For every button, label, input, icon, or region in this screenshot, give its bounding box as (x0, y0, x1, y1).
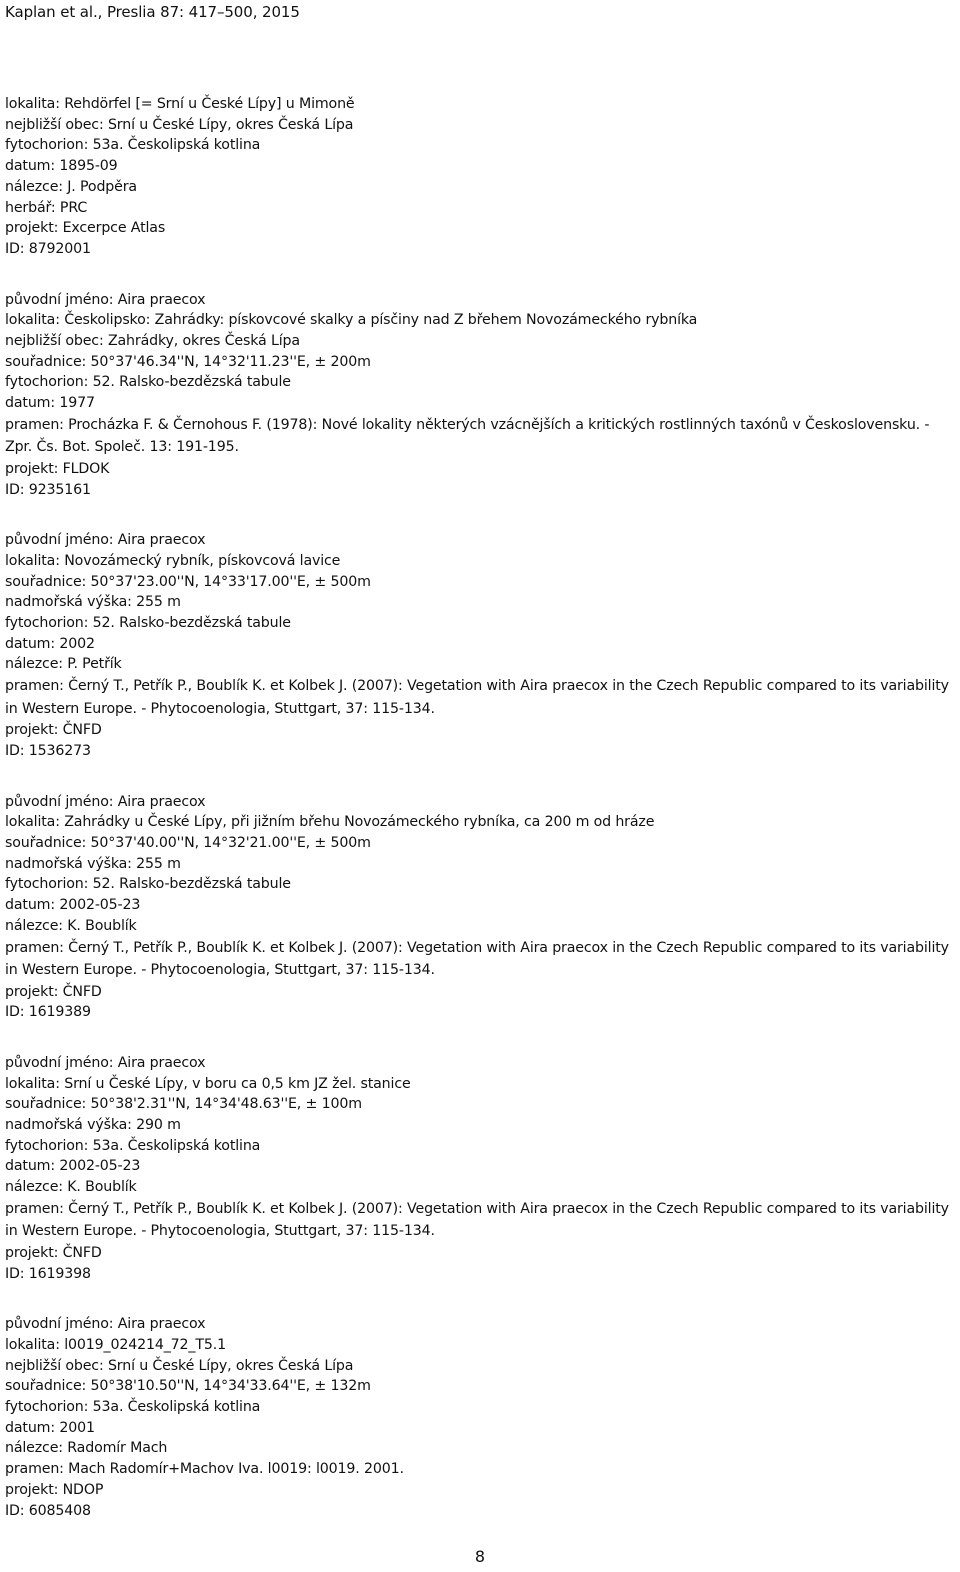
record-field-id: ID: 1619398 (5, 1265, 91, 1282)
occurrence-record (5, 530, 955, 761)
record-field-souradnice: souřadnice: 50°37'40.00''N, 14°32'21.00''E, ± 500m (5, 834, 371, 851)
record-field-fytochorion: fytochorion: 52. Ralsko-bezdězská tabule (5, 615, 291, 632)
running-header: Kaplan et al., Preslia 87: 417–500, 2015 (5, 3, 300, 21)
record-field-lokalita: lokalita: l0019_024214_72_T5.1 (5, 1336, 226, 1353)
record-field-id: ID: 1619389 (5, 1004, 91, 1021)
record-field-fytochorion: fytochorion: 53a. Českolipská kotlina (5, 1399, 261, 1416)
record-field-herbar: herbář: PRC (5, 199, 88, 216)
record-field-datum: datum: 2002 (5, 635, 95, 652)
record-field-id: ID: 9235161 (5, 481, 91, 498)
record-field-datum: datum: 2002-05-23 (5, 897, 141, 914)
page-number: 8 (474, 1547, 486, 1566)
record-field-lokalita: lokalita: Novozámecký rybník, pískovcová lavice (5, 552, 341, 569)
record-field-lokalita: lokalita: Rehdörfel [= Srní u České Lípy] u Mimoně (5, 96, 355, 112)
record-field-lokalita: lokalita: Srní u České Lípy, v boru ca 0,5 km JZ žel. stanice (5, 1075, 411, 1092)
record-field-lokalita: lokalita: Českolipsko: Zahrádky: pískovcové skalky a písčiny nad Z břehem Novozámeckého rybníka (5, 312, 698, 329)
record-field-puvodni-jmeno: původní jméno: Aira praecox (5, 793, 206, 810)
occurrence-record (5, 94, 955, 260)
record-field-puvodni-jmeno: původní jméno: Aira praecox (5, 291, 206, 308)
record-field-projekt: projekt: Excerpce Atlas (5, 220, 166, 237)
record-field-fytochorion: fytochorion: 52. Ralsko-bezdězská tabule (5, 374, 291, 391)
record-field-nadmorska-vyska: nadmořská výška: 290 m (5, 1117, 181, 1134)
record-field-pramen: pramen: Mach Radomír+Machov Iva. l0019: l0019. 2001. (5, 1461, 404, 1478)
record-field-nalezce: nálezce: K. Boublík (5, 1179, 137, 1196)
record-field-puvodni-jmeno: původní jméno: Aira praecox (5, 532, 206, 549)
record-field-fytochorion: fytochorion: 53a. Českolipská kotlina (5, 137, 261, 154)
occurrence-records (5, 94, 955, 1551)
record-field-pramen: pramen: Černý T., Petřík P., Boublík K. et Kolbek J. (2007): Vegetation with Aira praecox in the Czech Republic compared to its variability in Western Europe. - Phytocoenologia, Stuttgart, 37: 115-134. (5, 1200, 949, 1240)
record-field-puvodni-jmeno: původní jméno: Aira praecox (5, 1054, 206, 1071)
record-field-lokalita: lokalita: Zahrádky u České Lípy, při jižním břehu Novozámeckého rybníka, ca 200 m od hráze (5, 814, 655, 831)
record-field-souradnice: souřadnice: 50°38'10.50''N, 14°34'33.64''E, ± 132m (5, 1378, 371, 1395)
record-field-pramen: pramen: Černý T., Petřík P., Boublík K. et Kolbek J. (2007): Vegetation with Aira praecox in the Czech Republic compared to its variability in Western Europe. - Phytocoenologia, Stuttgart, 37: 115-134. (5, 678, 949, 717)
record-field-souradnice: souřadnice: 50°37'23.00''N, 14°33'17.00''E, ± 500m (5, 573, 371, 590)
occurrence-record (5, 1053, 955, 1284)
record-field-fytochorion: fytochorion: 52. Ralsko-bezdězská tabule (5, 876, 291, 893)
record-field-nalezce: nálezce: K. Boublík (5, 917, 137, 934)
record-field-datum: datum: 2002-05-23 (5, 1158, 141, 1175)
record-field-projekt: projekt: ČNFD (5, 1244, 102, 1261)
record-field-souradnice: souřadnice: 50°37'46.34''N, 14°32'11.23''E, ± 200m (5, 353, 371, 370)
record-field-datum: datum: 1895-09 (5, 158, 118, 175)
record-field-id: ID: 1536273 (5, 742, 91, 759)
record-field-pramen: pramen: Černý T., Petřík P., Boublík K. et Kolbek J. (2007): Vegetation with Aira praecox in the Czech Republic compared to its variability in Western Europe. - Phytocoenologia, Stuttgart, 37: 115-134. (5, 939, 949, 978)
record-field-nejblizsi-obec: nejbližší obec: Zahrádky, okres Česká Lípa (5, 333, 300, 350)
record-field-nalezce: nálezce: P. Petřík (5, 656, 122, 673)
record-field-projekt: projekt: ČNFD (5, 983, 102, 1000)
record-field-nejblizsi-obec: nejbližší obec: Srní u České Lípy, okres Česká Lípa (5, 116, 354, 133)
record-field-projekt: projekt: FLDOK (5, 460, 110, 477)
record-field-projekt: projekt: ČNFD (5, 722, 102, 739)
record-field-nadmorska-vyska: nadmořská výška: 255 m (5, 855, 181, 872)
occurrence-record (5, 1314, 955, 1521)
record-field-id: ID: 6085408 (5, 1502, 91, 1519)
record-field-projekt: projekt: NDOP (5, 1481, 104, 1498)
record-field-nalezce: nálezce: Radomír Mach (5, 1440, 168, 1457)
record-field-datum: datum: 1977 (5, 395, 95, 412)
record-field-nalezce: nálezce: J. Podpěra (5, 178, 137, 195)
record-field-datum: datum: 2001 (5, 1419, 95, 1436)
occurrence-record (5, 290, 955, 501)
record-field-nejblizsi-obec: nejbližší obec: Srní u České Lípy, okres Česká Lípa (5, 1357, 354, 1374)
record-field-nadmorska-vyska: nadmořská výška: 255 m (5, 594, 181, 611)
record-field-souradnice: souřadnice: 50°38'2.31''N, 14°34'48.63''E, ± 100m (5, 1096, 362, 1113)
record-field-id: ID: 8792001 (5, 240, 91, 257)
occurrence-record (5, 792, 955, 1023)
record-field-fytochorion: fytochorion: 53a. Českolipská kotlina (5, 1137, 261, 1154)
record-field-puvodni-jmeno: původní jméno: Aira praecox (5, 1316, 206, 1333)
record-field-pramen: pramen: Procházka F. & Černohous F. (1978): Nové lokality některých vzácnějších a kritických rostlinných taxónů v Československu. - Zpr. Čs. Bot. Společ. 13: 191-195. (5, 416, 930, 456)
